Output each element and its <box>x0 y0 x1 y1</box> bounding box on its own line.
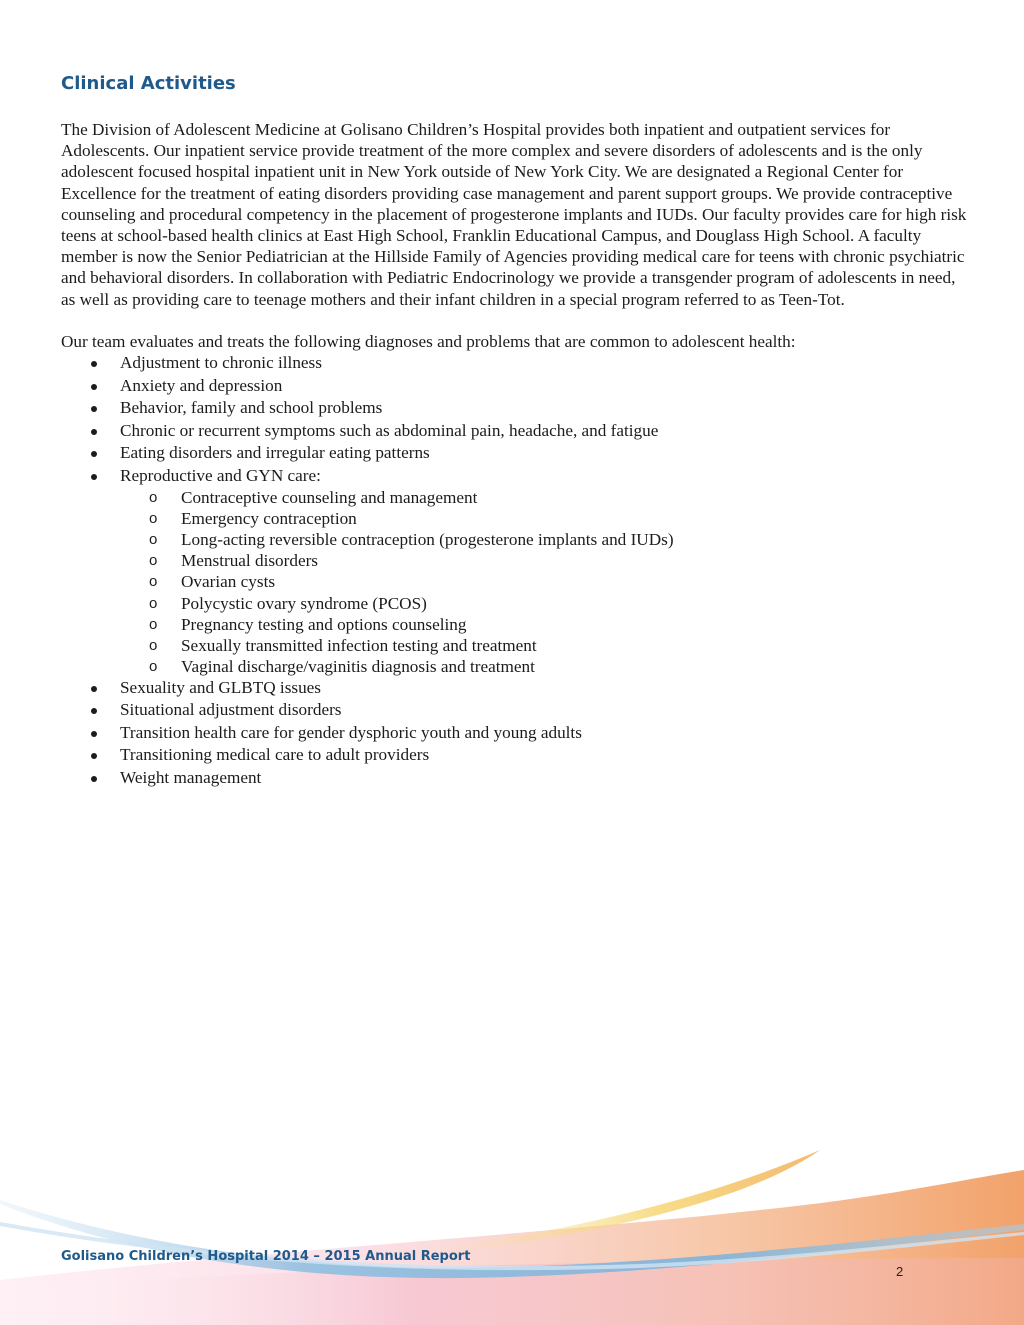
sub-list-item <box>61 529 967 550</box>
page-number: 2 <box>896 1264 904 1279</box>
bullet-icon <box>91 474 97 480</box>
list-intro: Our team evaluates and treats the following diagnoses and problems that are common to adolescent health: <box>61 331 796 351</box>
body-paragraph: The Division of Adolescent Medicine at Golisano Children’s Hospital provides both inpatient and outpatient services for Adolescents. Our inpatient service provide treatment of the more complex and severe disorders of adolescents and is the only adolescent focused hospital inpatient unit in New York outside of New York City. We are designated a Regional Center for Excellence for the treatment of eating disorders providing case management and parent support groups. We provide contraceptive counseling and procedural competency in the placement of progesterone implants and IUDs. Our faculty provides care for high risk teens at school-based health clinics at East High School, Franklin Educational Campus, and Douglass High School. A faculty member is now the Senior Pediatrician at the Hillside Family of Agencies providing medical care for teens with chronic psychiatric and behavioral disorders. In collaboration with Pediatric Endocrinology we provide a transgender program of adolescents in need, as well as providing care to teenage mothers and their infant children in a special program referred to as Teen-Tot. <box>61 120 967 309</box>
circle-bullet-icon: o <box>149 594 158 612</box>
sub-list-item <box>61 487 967 508</box>
circle-bullet-icon: o <box>149 657 158 675</box>
bullet-icon <box>91 686 97 692</box>
list-item-text: Eating disorders and irregular eating patterns <box>120 443 430 463</box>
list-item-text: Behavior, family and school problems <box>120 398 383 418</box>
sub-list-item-text: Polycystic ovary syndrome (PCOS) <box>181 593 427 613</box>
bullet-icon <box>91 406 97 412</box>
sub-list-item-text: Ovarian cysts <box>181 572 276 592</box>
list-item-text: Reproductive and GYN care: <box>120 465 321 485</box>
page-content <box>61 72 967 789</box>
reproductive-sublist <box>120 487 967 677</box>
sub-list-item <box>61 656 967 677</box>
bullet-icon <box>91 451 97 457</box>
list-item <box>61 442 967 465</box>
circle-bullet-icon: o <box>149 615 158 633</box>
sub-list-item-text: Contraceptive counseling and management <box>181 488 478 508</box>
list-item <box>61 397 967 420</box>
bullet-icon <box>91 429 97 435</box>
sub-list-item-text: Pregnancy testing and options counseling <box>181 614 467 634</box>
circle-bullet-icon: o <box>149 531 158 549</box>
footer-report-title: Golisano Children’s Hospital 2014 – 2015 Annual Report <box>61 1249 471 1264</box>
list-item <box>61 352 967 375</box>
list-item <box>61 375 967 398</box>
sub-list-item <box>61 571 967 592</box>
bullet-icon <box>91 753 97 759</box>
sub-list-item <box>61 550 967 571</box>
list-item <box>61 465 967 677</box>
circle-bullet-icon: o <box>149 636 158 654</box>
sub-list-item-text: Emergency contraception <box>181 509 357 529</box>
list-item <box>61 699 967 722</box>
list-item-text: Situational adjustment disorders <box>120 700 342 720</box>
circle-bullet-icon: o <box>149 489 158 507</box>
bullet-icon <box>91 776 97 782</box>
sub-list-item <box>61 593 967 614</box>
footer-wave-decoration <box>0 1140 1024 1325</box>
list-item <box>61 420 967 443</box>
list-item <box>61 677 967 700</box>
list-item-text: Transitioning medical care to adult providers <box>120 745 430 765</box>
list-item-text: Weight management <box>120 767 262 787</box>
sub-list-item-text: Sexually transmitted infection testing and treatment <box>181 635 537 655</box>
bullet-icon <box>91 731 97 737</box>
circle-bullet-icon: o <box>149 573 158 591</box>
sub-list-item <box>61 508 967 529</box>
list-item-text: Sexuality and GLBTQ issues <box>120 677 321 697</box>
circle-bullet-icon: o <box>149 510 158 528</box>
list-item <box>61 722 967 745</box>
bullet-icon <box>91 384 97 390</box>
list-item <box>61 744 967 767</box>
list-item-text: Anxiety and depression <box>120 375 283 395</box>
sub-list-item-text: Vaginal discharge/vaginitis diagnosis and treatment <box>181 656 535 676</box>
section-title: Clinical Activities <box>61 73 236 94</box>
list-item-text: Transition health care for gender dysphoric youth and young adults <box>120 722 582 742</box>
sub-list-item <box>61 635 967 656</box>
diagnoses-list <box>61 352 967 789</box>
bullet-icon <box>91 361 97 367</box>
sub-list-item-text: Long-acting reversible contraception (progesterone implants and IUDs) <box>181 530 674 550</box>
list-item <box>61 767 967 790</box>
sub-list-item-text: Menstrual disorders <box>181 551 318 571</box>
sub-list-item <box>61 614 967 635</box>
bullet-icon <box>91 708 97 714</box>
list-item-text: Chronic or recurrent symptoms such as abdominal pain, headache, and fatigue <box>120 420 659 440</box>
list-item-text: Adjustment to chronic illness <box>120 353 322 373</box>
circle-bullet-icon: o <box>149 552 158 570</box>
